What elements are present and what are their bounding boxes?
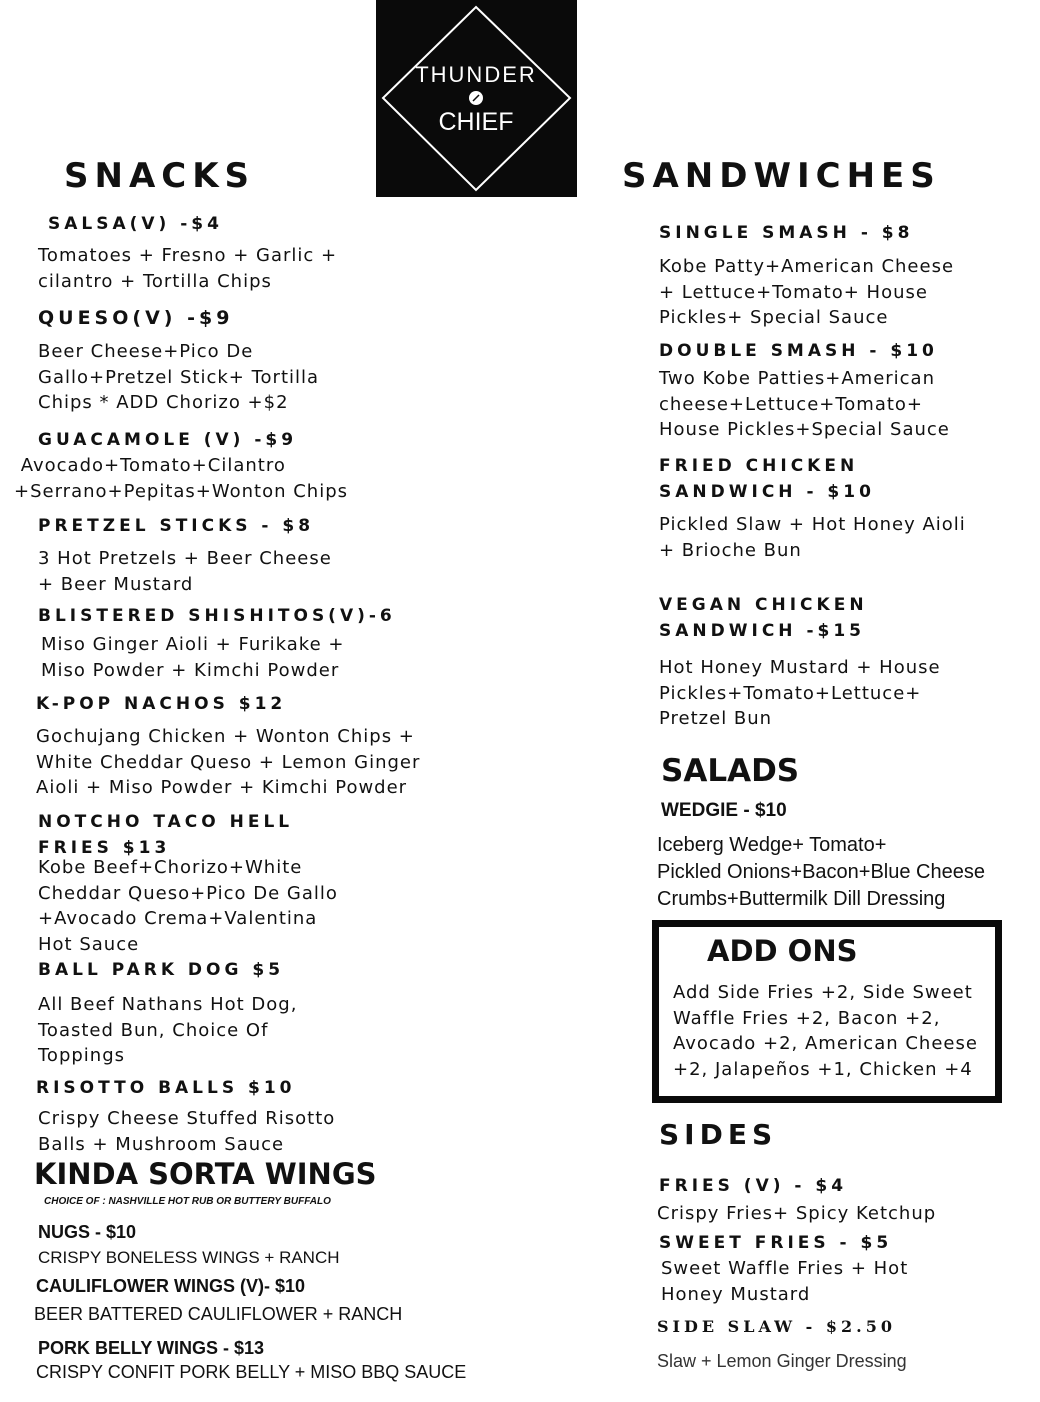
shishitos-name: BLISTERED SHISHITOS(V)-6 [38,606,396,626]
vegan-chicken-desc: Hot Honey Mustard + House Pickles+Tomato+Lettuce+ Pretzel Bun [659,657,941,729]
logo-line1: THUNDER [415,62,537,87]
pretzel-sticks-desc: 3 Hot Pretzels + Beer Cheese + Beer Mustard [38,548,332,595]
side-slaw-desc: Slaw + Lemon Ginger Dressing [657,1351,907,1371]
notcho-fries-desc: Kobe Beef+Chorizo+White Cheddar Queso+Pico De Gallo +Avocado Crema+Valentina Hot Sauce [38,857,338,955]
ball-park-dog-name: BALL PARK DOG $5 [38,960,285,980]
queso-desc: Beer Cheese+Pico De Gallo+Pretzel Stick+ Tortilla Chips * ADD Chorizo +$2 [38,341,320,413]
nugs-desc: CRISPY BONELESS WINGS + RANCH [38,1248,340,1267]
single-smash-desc: Kobe Patty+American Cheese + Lettuce+Tomato+ House Pickles+ Special Sauce [659,256,955,328]
logo-diamond-graphic [376,0,577,197]
side-slaw-name: SIDE SLAW - $2.50 [657,1317,896,1336]
pork-belly-wings-name: PORK BELLY WINGS - $13 [38,1338,265,1358]
guacamole-desc: Avocado+Tomato+Cilantro +Serrano+Pepitas+Wonton Chips [14,455,349,502]
double-smash-name: DOUBLE SMASH - $10 [659,341,938,361]
addons-title: ADD ONS [707,934,858,968]
snacks-title: SNACKS [64,156,256,196]
kpop-nachos-name: K-POP NACHOS $12 [36,694,287,714]
queso-name: QUESO(V) -$9 [38,307,234,329]
fries-name: FRIES (V) - $4 [659,1176,848,1196]
risotto-balls-desc: Crispy Cheese Stuffed Risotto Balls + Mushroom Sauce [38,1108,336,1155]
wings-note: CHOICE OF : NASHVILLE HOT RUB OR BUTTERY BUFFALO [44,1196,331,1207]
wedgie-name: WEDGIE - $10 [661,800,787,821]
cauliflower-wings-desc: BEER BATTERED CAULIFLOWER + RANCH [34,1304,403,1324]
pretzel-sticks-name: PRETZEL STICKS - $8 [38,516,315,536]
logo [376,0,577,197]
salads-title: SALADS [661,753,800,789]
salsa-desc: Tomatoes + Fresno + Garlic + cilantro + Tortilla Chips [38,245,338,292]
fried-chicken-desc: Pickled Slaw + Hot Honey Aioli + Brioche Bun [659,514,966,561]
risotto-balls-name: RISOTTO BALLS $10 [36,1078,296,1098]
salsa-name: SALSA(V) -$4 [48,214,223,234]
sweet-fries-desc: Sweet Waffle Fries + Hot Honey Mustard [661,1258,909,1305]
nugs-name: NUGS - $10 [38,1222,137,1242]
double-smash-desc: Two Kobe Patties+American cheese+Lettuce+Tomato+ House Pickles+Special Sauce [659,368,950,440]
fried-chicken-name: FRIED CHICKEN SANDWICH - $10 [659,456,875,502]
wedgie-desc: Iceberg Wedge+ Tomato+ Pickled Onions+Bacon+Blue Cheese Crumbs+Buttermilk Dill Dressing [657,834,985,910]
sweet-fries-name: SWEET FRIES - $5 [659,1233,893,1253]
kpop-nachos-desc: Gochujang Chicken + Wonton Chips + White Cheddar Queso + Lemon Ginger Aioli + Miso Powder + Kimchi Powder [36,726,421,798]
sandwiches-title: SANDWICHES [622,156,941,196]
wings-title: KINDA SORTA WINGS [34,1157,377,1191]
logo-line2: CHIEF [438,108,514,136]
sides-title: SIDES [659,1118,778,1151]
guacamole-name: GUACAMOLE (V) -$9 [38,430,298,450]
single-smash-name: SINGLE SMASH - $8 [659,223,914,243]
fries-desc: Crispy Fries+ Spicy Ketchup [657,1203,937,1224]
shishitos-desc: Miso Ginger Aioli + Furikake + Miso Powder + Kimchi Powder [41,634,345,681]
ball-park-dog-desc: All Beef Nathans Hot Dog, Toasted Bun, Choice Of Toppings [38,994,298,1066]
pork-belly-wings-desc: CRISPY CONFIT PORK BELLY + MISO BBQ SAUCE [36,1362,467,1382]
cauliflower-wings-name: CAULIFLOWER WINGS (V)- $10 [36,1276,305,1296]
addons-desc: Add Side Fries +2, Side Sweet Waffle Fries +2, Bacon +2, Avocado +2, American Cheese +2, Jalapeños +1, Chicken +4 [673,982,978,1080]
notcho-fries-name: NOTCHO TACO HELL FRIES $13 [38,812,294,858]
vegan-chicken-name: VEGAN CHICKEN SANDWICH -$15 [659,595,868,641]
